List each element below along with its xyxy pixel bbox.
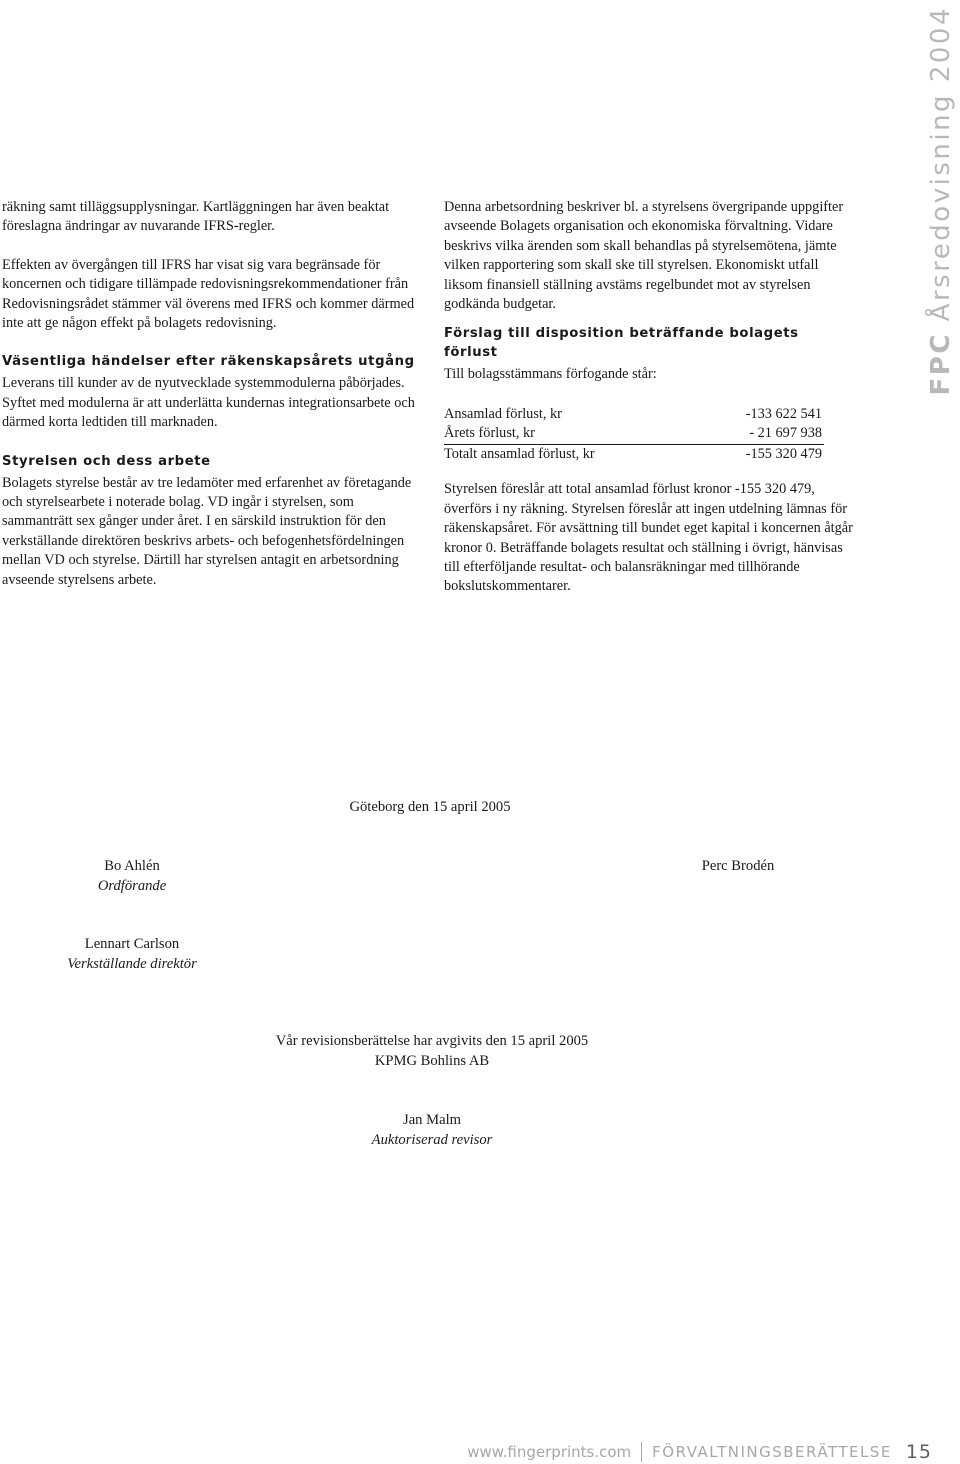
report-side-title <box>926 6 956 396</box>
row-label: Årets förlust, kr <box>444 425 535 442</box>
paragraph-board: Bolagets styrelse består av tre ledamöter med erfarenhet av företagande och styrelsearbete i noterade bolag. VD ingår i styrelsen, som sammanträtt sex gånger under året. I en särskild instruktion för den verkställande direktören beskrivs arbets- och befogenhetsfördelningen mellan VD och styrelse. Därtill har styrelsen antagit en arbetsordning avseende styrelsens arbete. <box>2 474 412 588</box>
signer-name: Bo Ahlén <box>104 858 160 874</box>
paragraph-events: Leverans till kunder av de nyutvecklade systemmodulerna påbörjades. Syftet med modulerna är att underlätta kundernas integrationsarbete och därmed korta ledtiden till marknaden. <box>2 375 415 431</box>
signer-role: Ordförande <box>97 877 167 894</box>
signature-auditor <box>332 1111 532 1150</box>
left-paragraph-1: räkning samt tilläggsupplysningar. Kartläggningen har även beaktat föreslagna ändringar av nuvarande IFRS-regler. <box>2 199 390 235</box>
row-label: Ansamlad förlust, kr <box>444 405 562 422</box>
side-title-brand: FPC <box>926 332 956 396</box>
place-date: Göteborg den 15 april 2005 <box>349 799 511 815</box>
signer-name: Lennart Carlson <box>84 936 180 952</box>
signer-role: Verkställande direktör <box>67 955 197 972</box>
table-row <box>444 405 824 425</box>
row-value: - 21 697 938 <box>749 425 822 442</box>
side-title-text: Årsredovisning 2004 <box>926 6 956 322</box>
left-paragraph-2: Effekten av övergången till IFRS har visat sig vara begränsade för koncernen och tidigare tillämpade redovisningsrekommendationer från Redovisningsrådet stämmer väl överens med IFRS och kommer därmed inte att ge någon effekt på bolagets redovisning. <box>2 256 415 332</box>
signature-ceo <box>32 935 232 974</box>
disposition-intro: Till bolagsstämmans förfogande står: <box>444 366 657 383</box>
row-value: -155 320 479 <box>745 445 822 462</box>
signature-chairman <box>32 857 232 896</box>
footer-website: www.fingerprints.com <box>467 1443 632 1461</box>
heading-loss-disposition: Förslag till disposition beträffande bolagets förlust <box>444 326 799 361</box>
row-label: Totalt ansamlad förlust, kr <box>444 445 595 462</box>
left-column <box>2 198 422 590</box>
audit-firm: KPMG Bohlins AB <box>374 1052 490 1069</box>
right-column <box>444 198 856 597</box>
footer-section: FÖRVALTNINGSBERÄTTELSE <box>652 1443 892 1461</box>
right-paragraph-1: Denna arbetsordning beskriver bl. a styrelsens övergripande uppgifter avseende Bolagets organisation och ekonomiska förvaltning. Vidare beskrivs vilka ärenden som skall behandlas på styrelsemötena, jämte vilken rapportering som skall ske till styrelsen. Ekonomiskt utfall liksom finansiell ställning avstäms regelbundet mot av styrelsen godkända budgetar. <box>444 199 844 313</box>
heading-events-after-year-end: Väsentliga händelser efter räkenskapsårets utgång <box>2 354 415 370</box>
paragraph-proposal: Styrelsen föreslår att total ansamlad förlust kronor -155 320 479, överförs i ny räkning. Styrelsen föreslår att ingen utdelning lämnas för räkenskapsåret. För avsättning till bundet eget kapital i koncernen åtgår kronor 0. Beträffande bolagets resultat och ställning i övrigt, hänvisas till efterföljande resultat- och balansräkningar med tillhörande bokslutskommentarer. <box>444 481 853 595</box>
loss-table <box>444 405 824 465</box>
heading-board-work: Styrelsen och dess arbete <box>2 453 211 469</box>
signer-name: Perc Brodén <box>701 858 775 874</box>
signature-board-member <box>638 857 838 877</box>
page-number: 15 <box>905 1441 932 1463</box>
row-value: -133 622 541 <box>745 405 822 422</box>
signer-name: Jan Malm <box>403 1112 461 1128</box>
audit-statement <box>232 1032 632 1071</box>
footer-divider <box>641 1442 642 1462</box>
audit-note: Vår revisionsberättelse har avgivits den 15 april 2005 <box>275 1033 589 1049</box>
page-footer <box>467 1440 932 1464</box>
table-row <box>444 424 824 445</box>
signer-role: Auktoriserad revisor <box>371 1131 493 1148</box>
table-row-total <box>444 445 824 465</box>
